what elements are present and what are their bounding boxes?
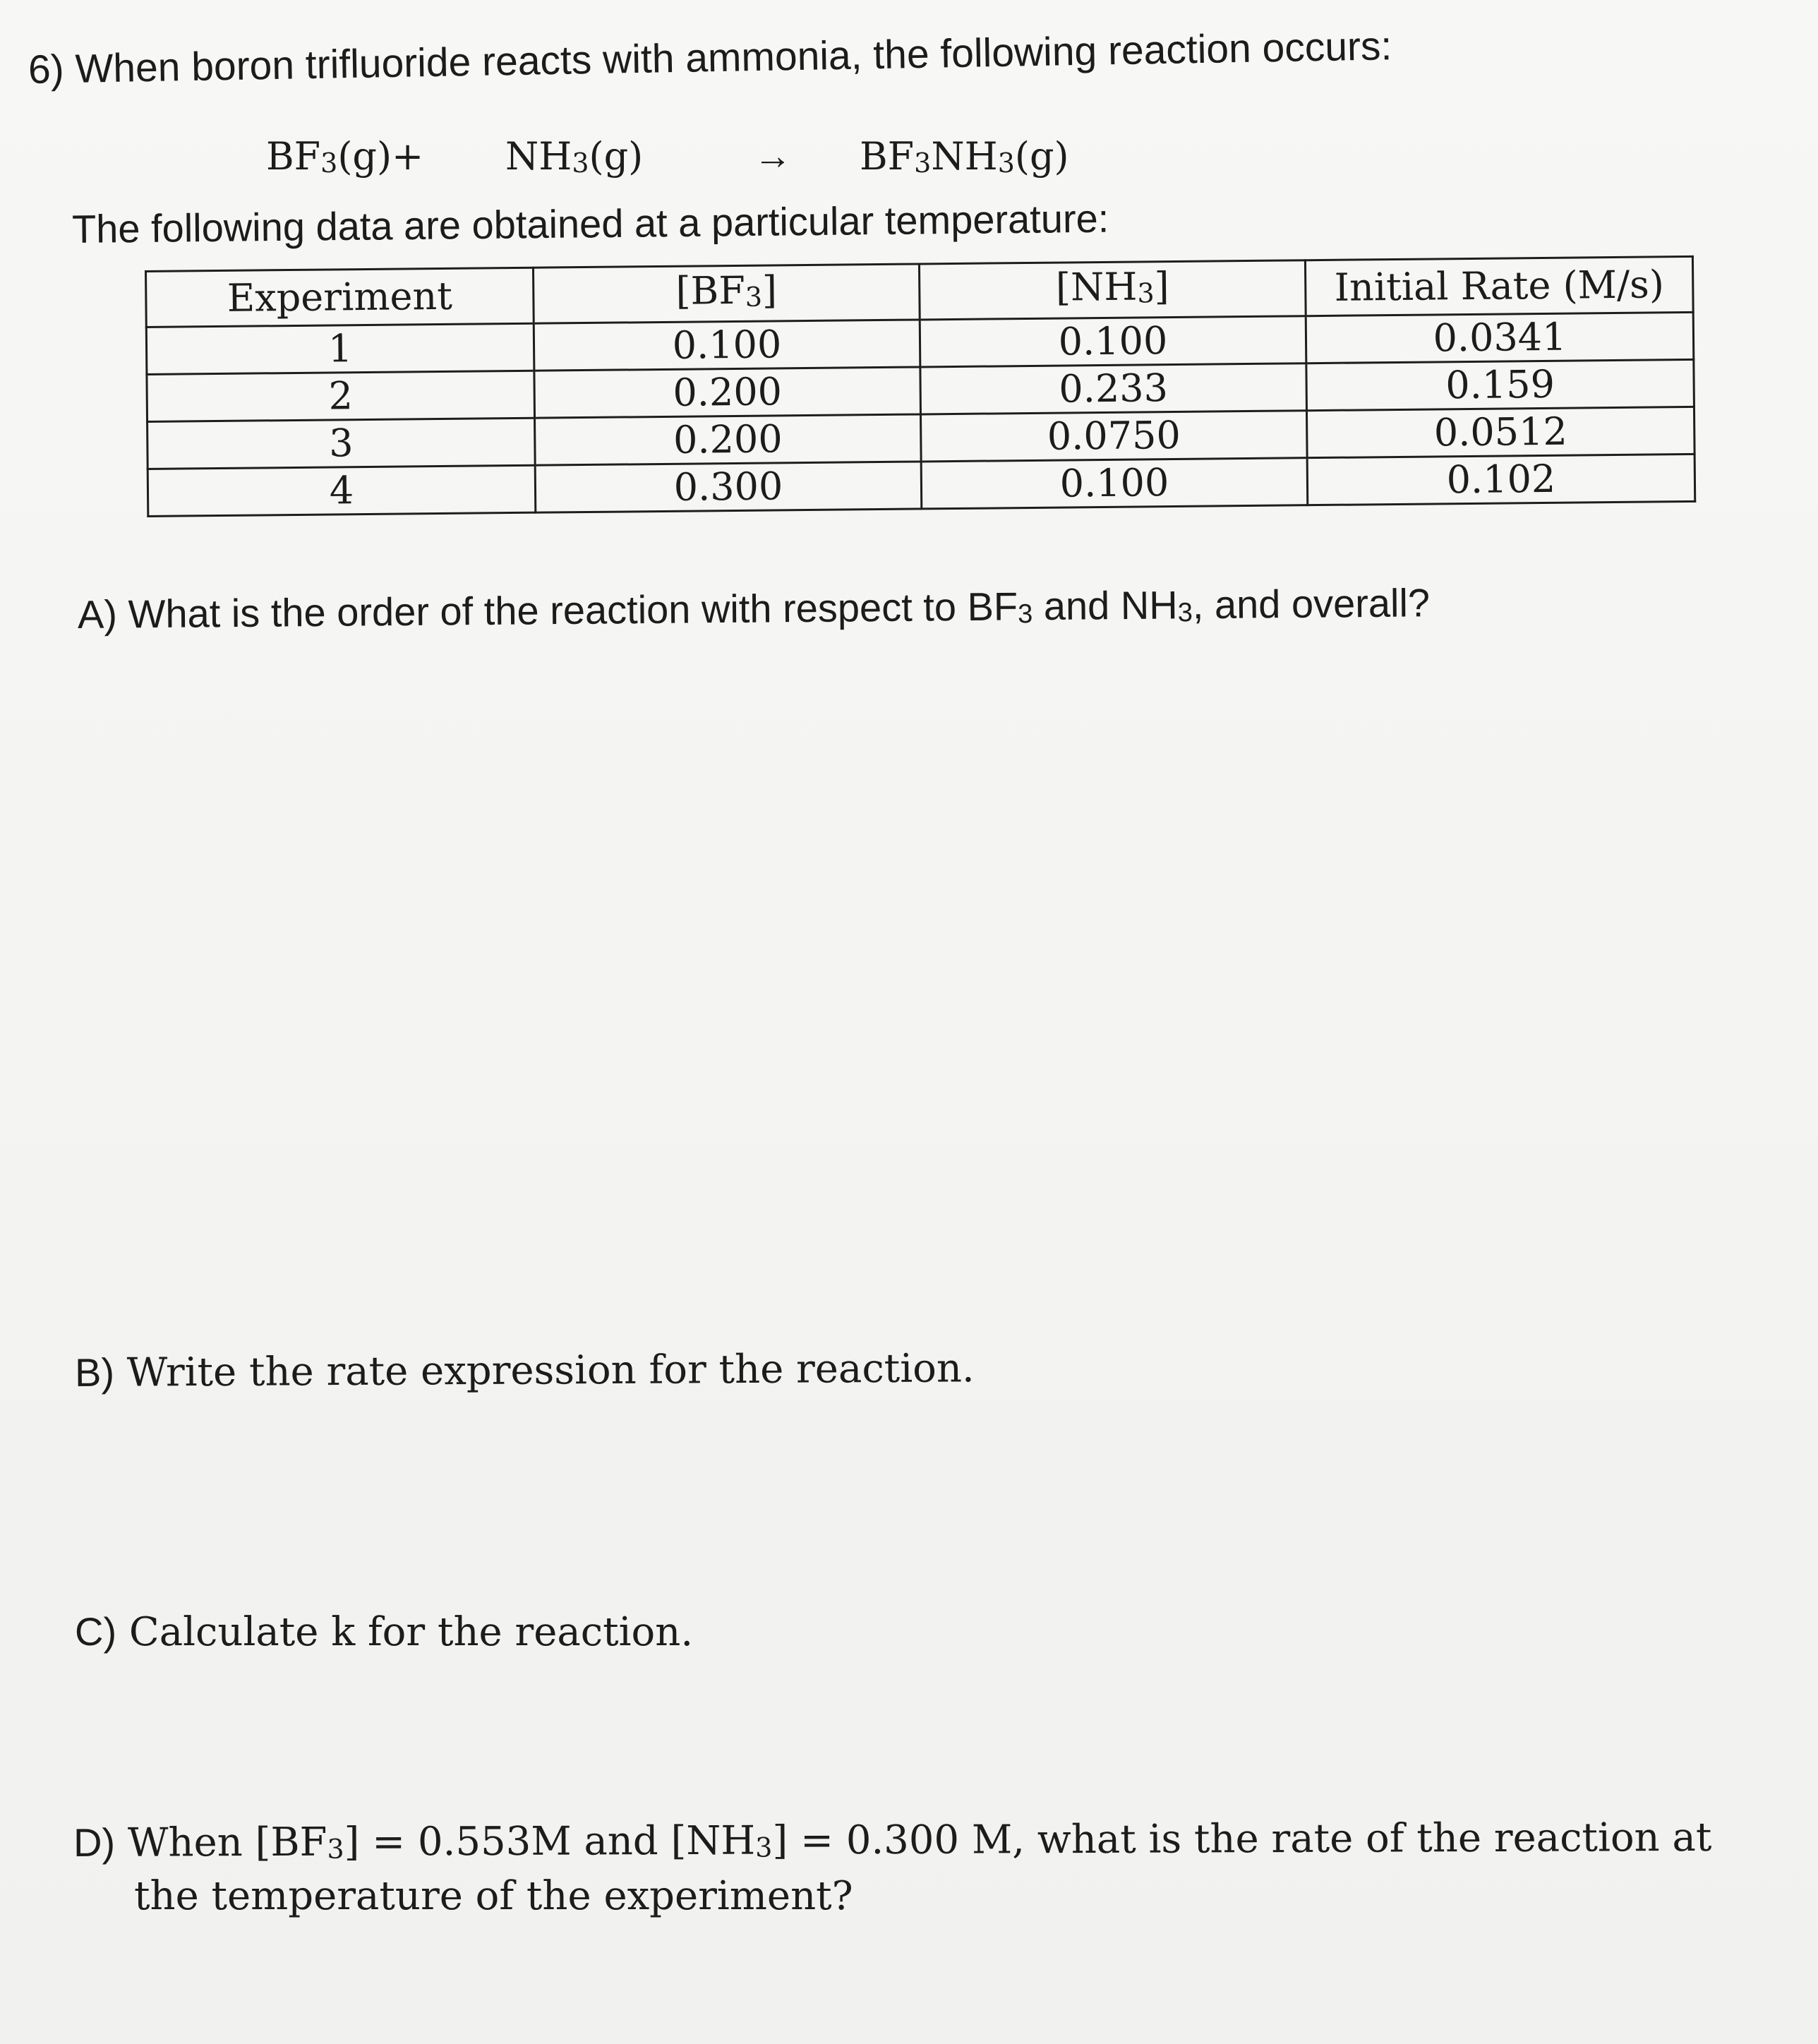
cell-nh3: 0.233 (920, 363, 1307, 414)
cell-bf3: 0.100 (534, 320, 920, 371)
cell-experiment: 4 (148, 465, 536, 516)
header-initial-rate: Initial Rate (M/s) (1305, 256, 1693, 315)
cell-nh3: 0.100 (921, 458, 1308, 509)
part-c-letter: C) (75, 1609, 117, 1654)
reactant-bf3: BF3(g)+ (266, 134, 424, 179)
cell-experiment: 1 (146, 323, 534, 374)
part-b-question: B) Write the rate expression for the reaction. (74, 1345, 975, 1396)
header-nh3: [NH3] (919, 260, 1306, 320)
rate-data-table (145, 256, 1696, 517)
cell-bf3: 0.300 (535, 462, 922, 512)
header-bf3: [BF3] (533, 264, 920, 323)
reactant-nh3: NH3(g) (505, 134, 644, 179)
part-b-letter: B) (74, 1349, 115, 1395)
part-d-question: D) When [BF3] = 0.553M and [NH3] = 0.300 M, what is the rate of the reaction at (73, 1814, 1712, 1866)
part-c-question: C) Calculate k for the reaction. (75, 1609, 694, 1655)
reaction-equation (0, 134, 1818, 198)
question-heading (28, 23, 1392, 93)
part-d-question-line-2: the temperature of the experiment? (134, 1873, 853, 1919)
intro-text: The following data are obtained at a particular temperature: (71, 196, 1109, 251)
product-bf3nh3: BF3NH3(g) (860, 134, 1069, 179)
cell-rate: 0.159 (1306, 359, 1694, 410)
cell-nh3: 0.100 (920, 316, 1306, 367)
part-a-question: A) What is the order of the reaction with respect to BF3 and NH3, and overall? (77, 580, 1431, 637)
part-d-letter: D) (73, 1820, 116, 1865)
reaction-arrow-icon: → (754, 135, 792, 177)
cell-bf3: 0.200 (534, 367, 921, 418)
cell-experiment: 2 (147, 371, 535, 421)
cell-rate: 0.0341 (1306, 312, 1694, 363)
cell-rate: 0.0512 (1306, 407, 1694, 457)
header-experiment: Experiment (146, 267, 534, 327)
cell-experiment: 3 (148, 418, 536, 469)
cell-nh3: 0.0750 (921, 411, 1308, 462)
plus-sign: + (392, 134, 424, 179)
part-a-letter: A) (77, 591, 118, 637)
cell-rate: 0.102 (1307, 454, 1695, 505)
question-text: When boron trifluoride reacts with ammonia, the following reaction occurs: (74, 23, 1392, 92)
rate-data-table-wrapper (145, 256, 1696, 517)
cell-bf3: 0.200 (535, 414, 922, 465)
question-number: 6) (28, 47, 65, 92)
